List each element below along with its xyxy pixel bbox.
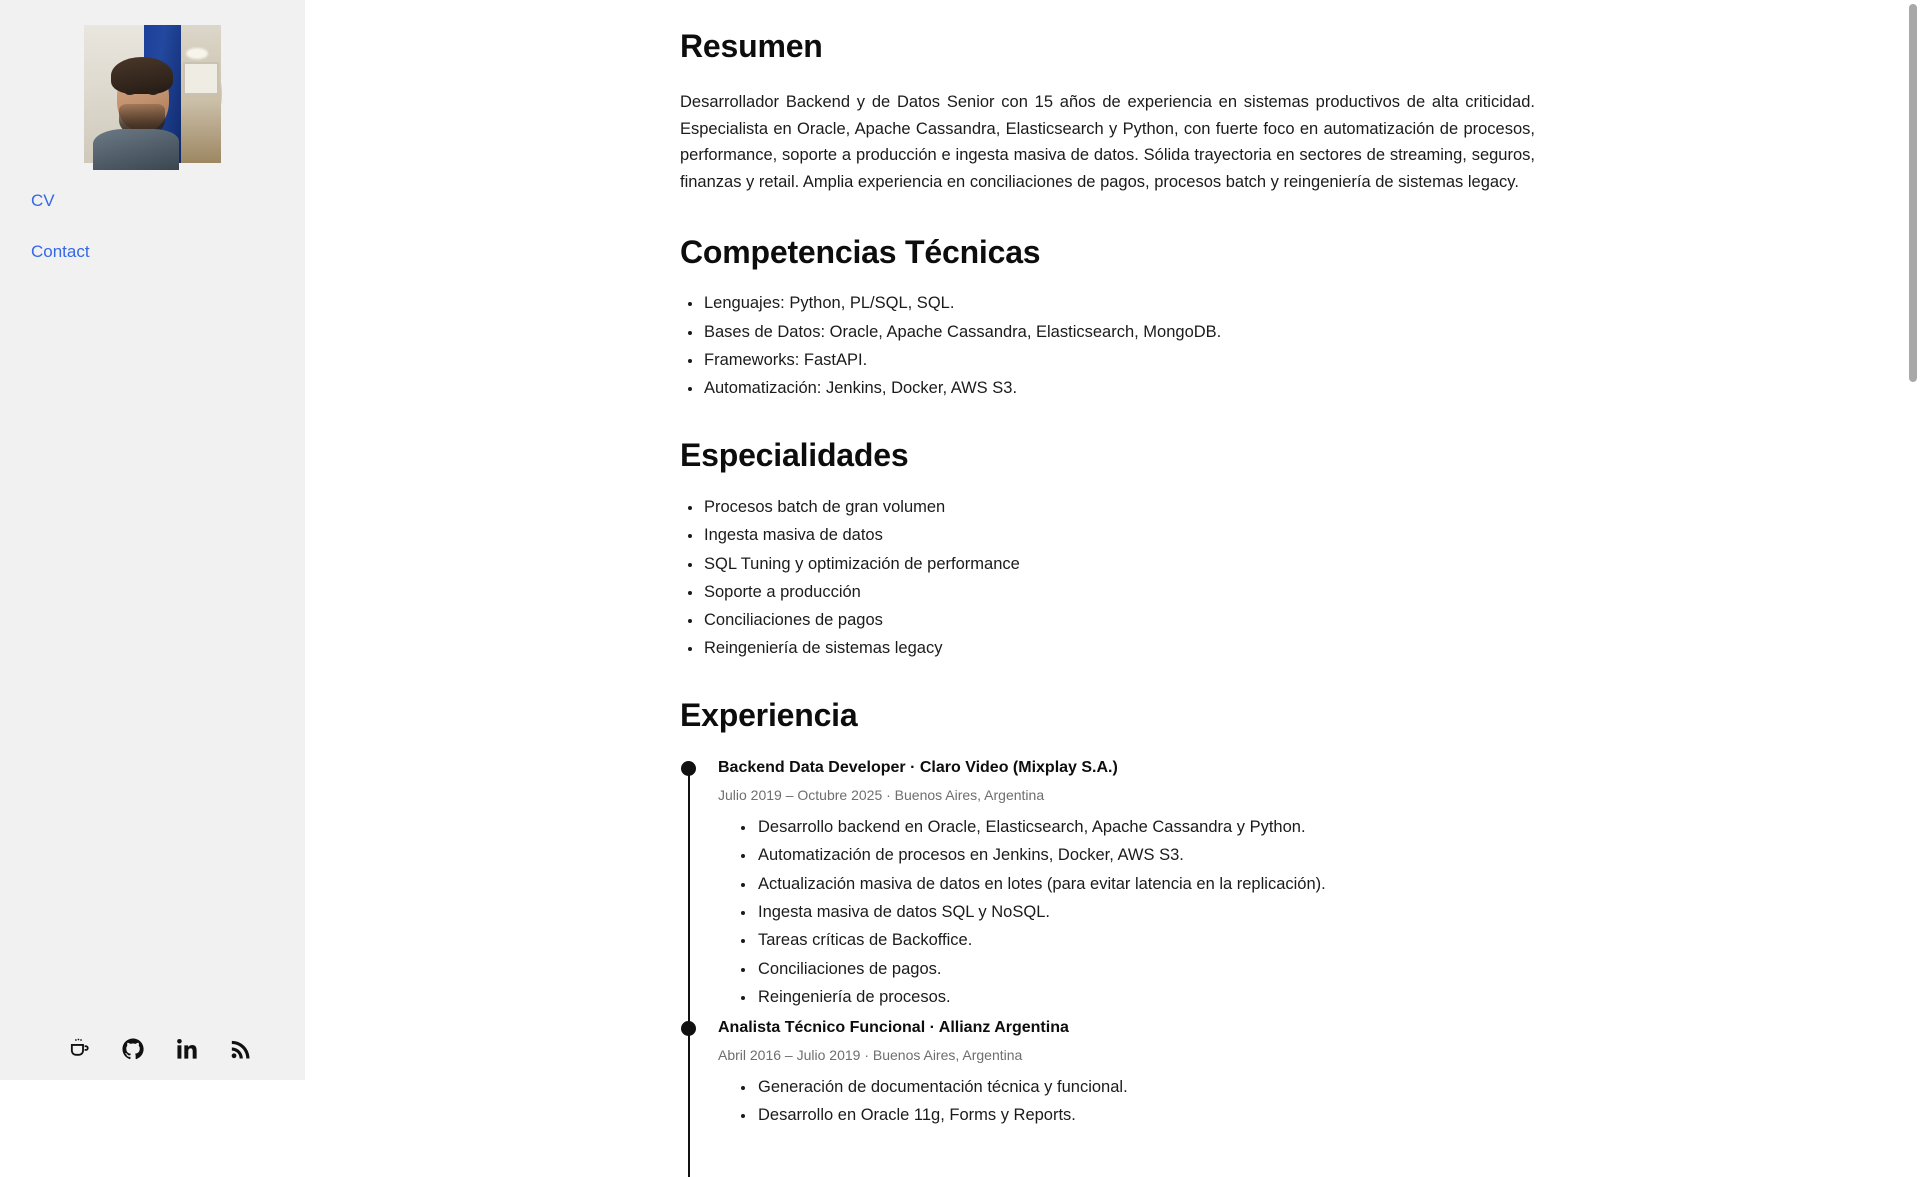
sidebar-nav [0,191,305,294]
avatar [84,25,222,163]
list-item: Desarrollo en Oracle 11g, Forms y Reports. [758,1106,1535,1126]
list-item: Ingesta masiva de datos SQL y NoSQL. [758,903,1535,923]
heading-competencias: Competencias Técnicas [680,233,1041,270]
resumen-paragraph: Desarrollador Backend y de Datos Senior con 15 años de experiencia en sistemas productivos de alta criticidad. Especialista en Oracle, Apache Cassandra, Elasticsearch y Python, con fuerte foco en automatización de procesos, performance, soporte a producción e ingesta masiva de datos. Sólida trayectoria en sectores de streaming, seguros, finanzas y retail. Amplia experiencia en conciliaciones de pagos, procesos batch y reingeniería de sistemas legacy. [680,92,1535,191]
experience-timeline [680,758,1535,1137]
list-item: Lenguajes: Python, PL/SQL, SQL. [704,294,1535,314]
heading-experiencia: Experiencia [680,697,858,734]
avatar-torso [93,129,179,170]
list-item: Bases de Datos: Oracle, Apache Cassandra, Elasticsearch, MongoDB. [704,323,1535,343]
coffee-icon[interactable] [68,1038,90,1060]
list-item: Conciliaciones de pagos. [758,960,1535,980]
avatar-hair [111,57,173,94]
experience-bullets [718,1078,1535,1126]
list-item: Ingesta masiva de datos [704,526,1535,546]
list-item: Actualización masiva de datos en lotes (para evitar latencia en la replicación). [758,875,1535,895]
experience-item [718,1018,1535,1137]
linkedin-icon[interactable] [176,1038,198,1060]
list-item: SQL Tuning y optimización de performance [704,555,1535,575]
experience-meta: Julio 2019 – Octubre 2025 · Buenos Aires, Argentina [718,787,1045,804]
timeline-dot-icon [681,761,696,776]
section-resumen [680,28,1535,196]
rss-icon[interactable] [230,1038,252,1060]
experience-bullets [718,818,1535,1008]
list-item: Automatización: Jenkins, Docker, AWS S3. [704,379,1535,399]
sidebar [0,0,305,1080]
social-links [68,1038,252,1060]
content-column [305,0,1920,1137]
list-item: Procesos batch de gran volumen [704,498,1535,518]
main-content [305,0,1920,1125]
section-especialidades [680,437,1535,659]
nav-link-cv[interactable]: CV [31,191,55,210]
github-icon[interactable] [122,1038,144,1060]
avatar-eye-right [148,90,158,95]
scrollbar[interactable] [1905,0,1920,1080]
heading-resumen: Resumen [680,28,823,64]
especialidades-list [680,498,1535,659]
list-item: Reingeniería de sistemas legacy [704,639,1535,659]
list-item: Soporte a producción [704,583,1535,603]
avatar-wrapper [84,25,222,163]
list-item: Automatización de procesos en Jenkins, Docker, AWS S3. [758,846,1535,866]
nav-link-contact[interactable]: Contact [31,242,90,262]
experience-meta: Abril 2016 – Julio 2019 · Buenos Aires, Argentina [718,1047,1023,1064]
list-item: Frameworks: FastAPI. [704,351,1535,371]
avatar-shelf [183,62,219,95]
list-item: Reingeniería de procesos. [758,988,1535,1008]
scrollbar-thumb[interactable] [1909,4,1917,382]
heading-especialidades: Especialidades [680,437,909,474]
list-item: Desarrollo backend en Oracle, Elasticsearch, Apache Cassandra y Python. [758,818,1535,838]
experience-role: Backend Data Developer · Claro Video (Mixplay S.A.) [718,759,1118,777]
experience-role: Analista Técnico Funcional · Allianz Argentina [718,1019,1069,1037]
competencias-list [680,294,1535,399]
experience-item [718,758,1535,1018]
list-item: Conciliaciones de pagos [704,611,1535,631]
list-item: Generación de documentación técnica y funcional. [758,1078,1535,1098]
section-experiencia [680,697,1535,1136]
list-item: Tareas críticas de Backoffice. [758,931,1535,951]
section-competencias [680,234,1535,399]
timeline-dot-icon [681,1021,696,1036]
content-inner [680,28,1535,1137]
avatar-eye-left [125,90,135,95]
